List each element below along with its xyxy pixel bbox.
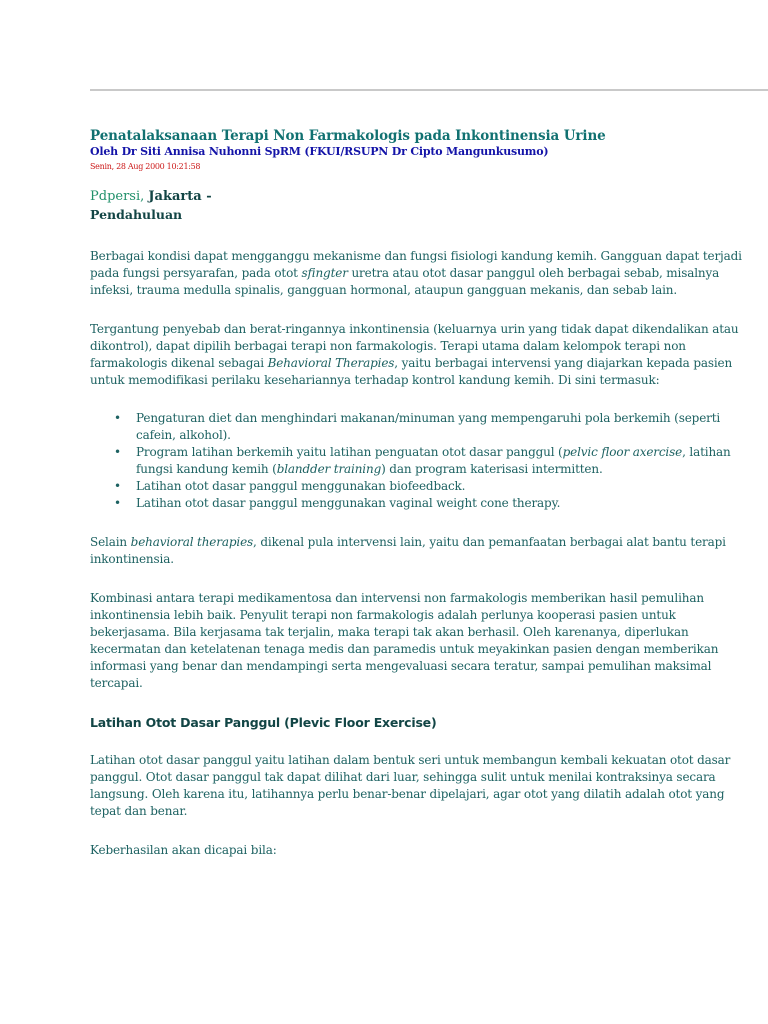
top-divider [90,89,768,91]
bullet-icon: • [114,479,121,493]
paragraph-4: Kombinasi antara terapi medikamentosa dan intervensi non farmakologis memberikan hasil pemulihan inkontinensia lebih baik. Penyulit terapi non farmakologis adalah perlunya kooperasi pasien untuk bekerjasama. Bila kerjasama tak terjalin, maka terapi tak akan berhasil. Oleh karenanya, diperlukan kecermatan dan ketelatenan tenaga medis dan paramedis untuk meyakinkan pasien dengan memberikan informasi yang benar dan mendampingi serta mengevaluasi secara teratur, sampai pemulihan maksimal tercapai. [90,591,719,690]
paragraph-2-text-end: , yaitu berbagai intervensi yang diajarkan kepada pasien untuk memodifikasi perilaku kesehariannya terhadap kontrol kandung kemih. Di sini termasuk: [90,356,733,387]
source-name: Pdpersi, [90,189,145,204]
list-item [114,478,752,495]
paragraph-3-emphasis: behavioral therapies [130,535,254,549]
section-heading-pelvic-floor: Latihan Otot Dasar Panggul (Plevic Floor Exercise) [90,715,437,730]
article-author: Oleh Dr Siti Annisa Nuhonni SpRM (FKUI/RSUPN Dr Cipto Mangunkusumo) [90,145,549,158]
section-heading-pendahuluan: Pendahuluan [90,207,183,222]
bullet-icon: • [114,496,121,510]
list-item-emphasis: blandder training [276,462,382,476]
paragraph-1-text-end: uretra atau otot dasar panggul oleh berbagai sebab, misalnya infeksi, trauma medulla spinalis, gangguan hormonal, ataupun gangguan mekanis, dan sebab lain. [90,266,720,297]
list-item-text: ) dan program katerisasi intermitten. [381,462,603,476]
paragraph-1 [90,248,752,299]
article-date: Senin, 28 Aug 2000 10:21:58 [90,162,201,171]
list-item [114,444,752,478]
article-content [90,127,752,859]
list-item-text: Pengaturan diet dan menghindari makanan/minuman yang mempengaruhi pola berkemih (seperti cafein, alkohol). [136,411,721,442]
paragraph-2 [90,321,752,389]
list-item [114,410,752,444]
therapy-list [90,410,752,512]
list-item-text: Latihan otot dasar panggul menggunakan vaginal weight cone therapy. [136,496,561,510]
paragraph-5: Latihan otot dasar panggul yaitu latihan dalam bentuk seri untuk membangun kembali kekuatan otot dasar panggul. Otot dasar panggul tak dapat dilihat dari luar, sehingga sulit untuk menilai kontraksinya secara langsung. Oleh karena itu, latihannya perlu benar-benar dipelajari, agar otot yang dilatih adalah otot yang tepat dan benar. [90,753,731,818]
paragraph-3-text-end: , dikenal pula intervensi lain, yaitu dan pemanfaatan berbagai alat bantu terapi inkontinensia. [90,535,726,566]
paragraph-1-emphasis: sfingter [301,266,348,280]
dateline-city: Jakarta - [148,189,212,204]
list-item-text: , latihan fungsi kandung kemih ( [136,445,731,476]
paragraph-2-text: Tergantung penyebab dan berat-ringannya inkontinensia (keluarnya urin yang tidak dapat dikendalikan atau dikontrol), dapat dipilih berbagai terapi non farmakologis. Terapi utama dalam kelompok terapi non farmakologis dikenal sebagai [90,322,739,370]
article-title: Penatalaksanaan Terapi Non Farmakologis pada Inkontinensia Urine [90,128,606,144]
list-item-text: Latihan otot dasar panggul menggunakan biofeedback. [136,479,466,493]
paragraph-3-text: Selain [90,535,127,549]
list-item-emphasis: pelvic floor axercise [562,445,683,459]
list-item [114,495,752,512]
paragraph-3 [90,534,752,568]
bullet-icon: • [114,411,121,425]
paragraph-6: Keberhasilan akan dicapai bila: [90,843,277,857]
paragraph-1-text: Berbagai kondisi dapat mengganggu mekanisme dan fungsi fisiologi kandung kemih. Gangguan dapat terjadi pada fungsi persyarafan, pada otot [90,249,742,280]
bullet-icon: • [114,445,121,459]
list-item-text: Program latihan berkemih yaitu latihan penguatan otot dasar panggul ( [136,445,563,459]
paragraph-2-emphasis: Behavioral Therapies [267,356,395,370]
dateline [90,188,752,206]
